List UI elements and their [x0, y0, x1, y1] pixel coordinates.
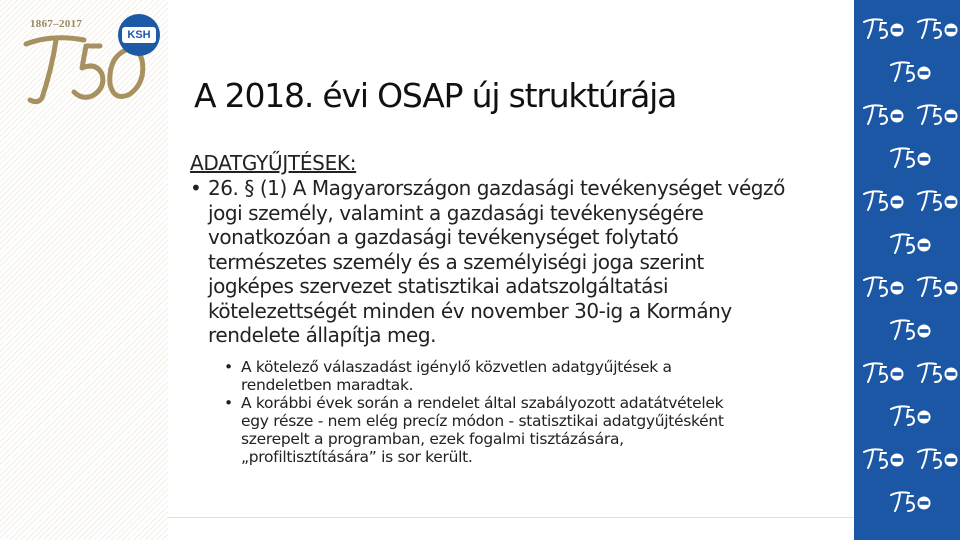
sub-bullet-line: rendeletben maradtak.: [241, 375, 414, 394]
logo-years: 1867–2017: [30, 18, 83, 30]
main-bullet-line: kötelezettségét minden év november 30-ig a Kormány: [208, 298, 732, 323]
slide-content: [190, 150, 840, 466]
sub-bullet-list: [190, 358, 824, 466]
logo-pattern-sidebar: [854, 0, 960, 540]
sub-bullet-line: A korábbi évek során a rendelet által szabályozott adatátvételek: [241, 393, 724, 412]
mini-t50-logo-icon: [862, 446, 906, 472]
mini-t50-logo-icon: [916, 360, 960, 386]
mini-t50-logo-icon: [889, 231, 933, 257]
bullet-dot-icon: •: [224, 393, 233, 412]
mini-t50-logo-icon: [862, 188, 906, 214]
anniversary-logo: [22, 14, 162, 104]
mini-t50-logo-icon: [862, 274, 906, 300]
mini-t50-logo-icon: [889, 403, 933, 429]
bottom-divider: [168, 517, 854, 518]
ksh-badge: [118, 14, 160, 56]
ksh-label: KSH: [127, 29, 151, 41]
mini-t50-logo-icon: [889, 489, 933, 515]
mini-t50-logo-icon: [916, 188, 960, 214]
sub-bullet: [224, 394, 824, 466]
main-bullet-line: természetes személy és a személyiségi joga szerint: [208, 249, 704, 274]
sub-bullet-line: egy része - nem elég precíz módon - statisztikai adatgyűjtésként: [241, 411, 724, 430]
main-bullet-line: 26. § (1) A Magyarországon gazdasági tevékenységet végző: [208, 176, 785, 200]
mini-t50-logo-icon: [862, 16, 906, 42]
slide-title: A 2018. évi OSAP új struktúrája: [194, 76, 677, 115]
sub-bullet-line: szerepelt a programban, ezek fogalmi tisztázására,: [241, 429, 624, 448]
mini-t50-logo-icon: [889, 59, 933, 85]
mini-t50-logo-icon: [889, 317, 933, 343]
section-heading: ADATGYŰJTÉSEK:: [190, 151, 357, 175]
mini-t50-logo-icon: [916, 274, 960, 300]
bullet-dot-icon: •: [224, 357, 233, 376]
ksh-badge-label-box: [122, 27, 156, 43]
main-bullet-line: vonatkozóan a gazdasági tevékenységet folytató: [208, 225, 679, 249]
mini-t50-logo-icon: [862, 102, 906, 128]
main-bullet-line: rendelete állapítja meg.: [208, 323, 437, 347]
bullet-dot-icon: •: [190, 176, 202, 200]
main-bullet: [190, 176, 848, 348]
main-bullet-line: jogi személy, valamint a gazdasági tevékenységére: [208, 200, 704, 225]
mini-t50-logo-icon: [862, 360, 906, 386]
main-bullet-line: jogképes szervezet statisztikai adatszolgáltatási: [208, 274, 669, 298]
mini-t50-logo-icon: [916, 446, 960, 472]
mini-t50-logo-icon: [916, 16, 960, 42]
mini-t50-logo-icon: [916, 102, 960, 128]
sub-bullet-line: „profiltisztítására” is sor került.: [241, 447, 473, 466]
sub-bullet-line: A kötelező válaszadást igénylő közvetlen adatgyűjtések a: [241, 357, 672, 376]
sub-bullet: [224, 358, 824, 394]
mini-t50-logo-icon: [889, 145, 933, 171]
